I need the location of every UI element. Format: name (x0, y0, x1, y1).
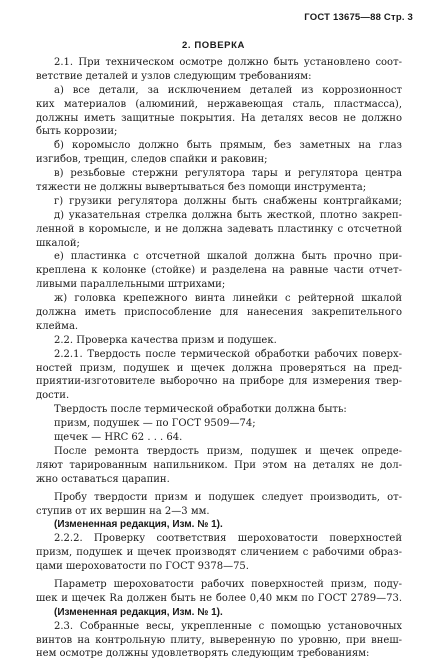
text-line: Пробу твердости призм и подушек следует производить, от- (54, 491, 402, 503)
text-line: 2.2.2. Проверку соответствия шероховатости поверхностей (54, 533, 402, 545)
text-line: клейма. (36, 320, 79, 332)
text-line: 2.2.1. Твердость после термической обработки рабочих поверх- (54, 348, 402, 360)
text-line: 2.3. Собранные весы, укрепленные с помощью установочных (54, 620, 402, 632)
text-line: После ремонта твердость призм, подушек и щечек опреде- (54, 445, 402, 457)
text-line: а) все детали, за исключением деталей из коррозионност (54, 84, 402, 96)
text-line: г) грузики регулятора должны быть снабжены контргайками; (54, 195, 402, 207)
text-line: креплена к колонке (стойке) и разделена на равные части отчет- (36, 265, 402, 277)
text-line: призм, подушек — по ГОСТ 9509—74; (54, 418, 256, 430)
text-line: должны иметь защитные покрытия. На деталях весов не должно (36, 112, 402, 124)
body-text (36, 56, 402, 661)
text-line: винтов на контрольную плиту, выверенную по уровню, при внеш- (36, 634, 402, 646)
text-line: быть коррозии; (36, 126, 118, 138)
text-line: ливыми параллельными штрихами; (36, 279, 226, 291)
text-line: изгибов, трещин, следов спайки и раковин; (36, 154, 268, 166)
text-line: цами шероховатости по ГОСТ 9378—75. (36, 561, 249, 573)
text-line: жно оставаться царапин. (36, 473, 170, 485)
text-line: ляют тарированным напильником. При этом на деталях не дол- (36, 459, 402, 471)
text-line: 2.1. При техническом осмотре должно быть установлено соот- (54, 57, 402, 68)
page-header: ГОСТ 13675—88 Стр. 3 (304, 12, 413, 23)
amendment-note: (Измененная редакция, Изм. № 1). (54, 606, 223, 618)
text-line: должна иметь приспособление для нанесения закрепительного (36, 307, 402, 319)
text-line: нем осмотре должны удовлетворять следующим требованиям: (36, 648, 370, 660)
text-line: Твердость после термической обработки должна быть: (54, 404, 347, 416)
text-line: тяжести не должны вывертываться без помощи инструмента; (36, 182, 367, 194)
section-title: 2. ПОВЕРКА (182, 40, 245, 51)
text-line: б) коромысло должно быть прямым, без заметных на глаз (54, 140, 402, 152)
text-line: Параметр шероховатости рабочих поверхностей призм, поду- (54, 578, 402, 590)
text-line: ностей призм, подушек и щечек должна проверяться на пред- (36, 362, 402, 374)
text-line: дости. (36, 390, 70, 402)
text-line: ступив от их вершин на 2—3 мм. (36, 505, 210, 517)
text-line: ленной в коромысле, и не должна задевать пластинку с отсчетной (36, 223, 402, 235)
text-line: е) пластинка с отсчетной шкалой должна быть прочно при- (54, 251, 402, 263)
text-line: в) резьбовые стержни регулятора тары и регулятора центра (54, 168, 402, 180)
text-line: ж) головка крепежного винта линейки с рейтерной шкалой (54, 293, 402, 305)
text-line: призм, подушек и щечек производят сличением с рабочими образ- (36, 547, 402, 559)
text-line: шкалой; (36, 237, 80, 249)
text-line: ких материалов (алюминий, нержавеющая сталь, пластмасса), (36, 98, 402, 110)
text-line: приятии-изготовителе выборочно на приборе для измерения твер- (36, 376, 402, 388)
amendment-note: (Измененная редакция, Изм. № 1). (54, 519, 223, 531)
text-line: д) указательная стрелка должна быть жесткой, плотно закреп- (54, 209, 402, 221)
text-line: шек и щечек Ra должен быть не более 0,40 мкм по ГОСТ 2789—73. (36, 592, 402, 604)
text-line: щечек — HRC 62 . . . 64. (54, 432, 183, 444)
text-line: 2.2. Проверка качества призм и подушек. (54, 334, 277, 346)
text-line: ветствие деталей и узлов следующим требованиям: (36, 70, 312, 82)
